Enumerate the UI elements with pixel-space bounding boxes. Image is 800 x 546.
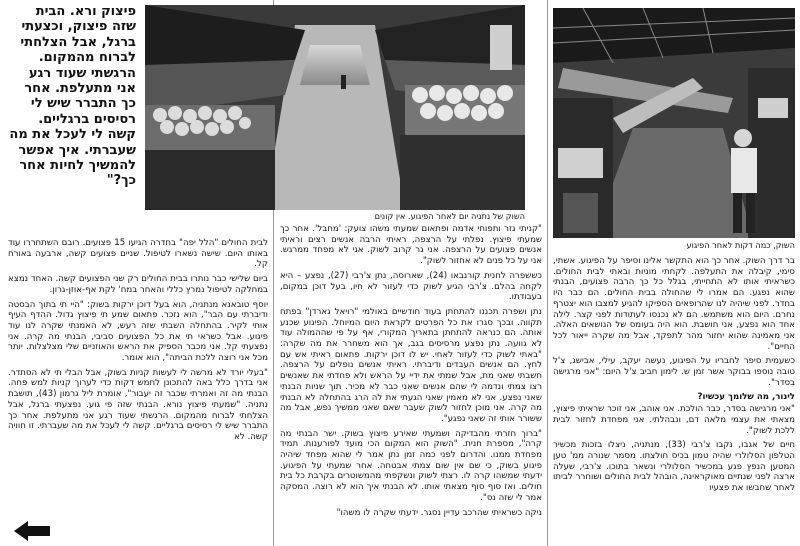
paragraph: "קניתי גזר ותפוחי אדמה ופתאום שמעתי משהו צועק: 'מחבל'. אחר כך שמעתי פיצוץ. נפלתי על הרצפה, ראיתי הרבה אנשים רצים וראיתי אנשים פצועים על הרצפה. אני גר קרוב לשוק. אני לא מפחד ממרגש. אני על כל פנים לא אחזור לשוק". — [280, 224, 542, 267]
market-photo-after-attack — [553, 8, 795, 238]
paragraph: "אני מרגישה בסדר, כבר הולכת. אני אוהב, אני זוכר שראיתי פיצוץ, מצאתי את עצמי מלאה דם, ונבהלתי. אני מפחדת לחזור לבית ללכת לשוק". — [553, 404, 795, 436]
subheading-question: לינור, מה שלומך עכשיו? — [697, 392, 795, 403]
article-column-right — [553, 256, 795, 540]
article-column-center — [280, 224, 542, 540]
pull-quote: פיצוק ורא. הבית שזה פיצוק, וכצעתי ברגל, אבל הצלחתי לברוח מהמקום. הרגשתי שעוד רגע אני מתעלפת. אחר כך התברר שיש לי רסיסים ברגליים. קשה לי לעכל את מה שעברתי. איך אפשר להמשיך לחיות אחר כך?" — [9, 4, 136, 189]
paragraph: "ברוך חזרתי מהבדיקה ושמעתי שאירע פיצוץ בשוק. ישר הבנתי מה קרה", מספרת חנית. "השוק הוא המקום הכי מועד לפורענות. תמיד מפחדת ממנו. והדרום לפני כמה זמן נתן אמר לי שהוא מפחד שיהיה פיגוע בשוק, כי שם אין שום צמתי אבטחה. אחר שמעתי על הפיגוע. ידעתי שמשהו קרה לו. רצתי לשוק ונשקפתי מהמשוטרים בקרבת כל בית חולים. ואז סוף סוף מצאתי אותו. לא הבנתי איך הוא לא רוצה. המסקה אמר לי שזה נס". — [280, 428, 542, 503]
continue-arrow-icon — [14, 521, 50, 541]
paragraph: לבית החולים "הלל יפה" בחדרה הגיעו 15 פצועים. רובם השתחררו עוד באותו היום. שישה נשארו לטיפול. שניים פצועים קשה, ארבעה באורח קל. — [8, 238, 268, 270]
paragraph: כשעמית סיפר לחבריו על הפיגוע, נעשה יעקב, עילי, אבישג, צ'ל טובה נוספו בבוקר אשר זמן ש. לימון חביב צ'ל היום: "אני מרגישה בסדר". — [553, 356, 795, 388]
center-photo-caption: השוק של נתניה יום לאחר הפיגוע. אין קונים — [374, 211, 525, 221]
paragraph: נתן ושפרה תכננו להתחתן בעוד חודשיים באולמי "רויאל גארדן" בפתח תקווה. ובכך סגרו את כל הפרטים לקראת היום המיוחל. הפיגוע שכנע אותה. הם כנראה להתחתן בתאריך המקורי, אף על פי שההמולה עוד לא גוועה. נתן נפצע מרסיסים בגב, אך הוא משחרר את מה שקרה: "באתי לשוק כדי לעזור לאחי. יש לו דוכן ירקות. פתאום ראיתי אש עם לחץ. הם אנשים העבדים ודיברתי. ראיתי אנשים נופלים על הרצפה. חשבתי שאני מת, אבל שמתי את ידיי על הראש ולא פחדתי את שאנשים רצו צמתי ונדמה לי שהם אנשים שאני כבר לא מכיר. תוך שניות הבנתי שאני נפצע. אני לא מאמין שאני הגעתי את לה הרג בהתחלה לא הבנתי מה קרה. אני מוכן לחזור לשוק שעבר שאם שאני ממשיך נפש, אבל מה ששורר אותי זה שאני נפגע". — [280, 306, 542, 424]
right-photo-caption: השוק, כמה דקות לאחר הפיגוע — [686, 240, 795, 250]
paragraph: כששפרה לחנית קורנבאו (24), שארוסה, נתן צ'רבי (27), נפצע – היא לקחה בהלם. צ'רבי הגיע לשוק כדי לעזור לא חיו, בעל דוכן במקום, בעבודתו. — [280, 270, 542, 303]
paragraph: ניקה כשראיתי שהרכב עדיין נסגר. ידעתי שקרה לו משהו" — [336, 507, 542, 518]
paragraph: חיים של אגבו, נקבו צ'רבי (33), מנתניה, ניצלו בזכות מכשיר הטלפון הסלולרי שהיה טמון בכיס חולצתו. מסמר שנורה ממ' טען המטען הנפץ פגע במכשיר הסלולרי ונשאר בתוכו. צ'רבי, שעלה ארצה לפני שנתיים מאוקראינה, הובהל לבית החולים ושוחרר לביתו לאחר שחבשו את פצעיו — [553, 440, 795, 494]
paragraph: "בעלי יורד לא מרשה לי לעשות קניות בשוק, אבל הבלי תי לא הסתדר. אני בדרך כלל באה להתכונן לחמש דקות כדי לערוך קניות למש פחה. הבנתי מה זה ואמרתי שכבר זה יעבור", אומרת ליל גרמון (43), תושבת נתניה. "שמעתי פיצוץ נורא. הבנתי שזה פי גוע. נפצעתי ברגל, אבל הצלחתי לברוח מהמקום. הרגשתי שעוד רגע אני מתעלפת. אחר כך התברר שיש לי רסיסים ברגליים. קשה לי לעכל את מה שעברתי. זו חוויה קשה. לא — [8, 367, 268, 442]
photo-damaged-market-image — [553, 8, 795, 238]
paragraph: יוסף טובאנא מנתניה, הוא בעל דוכן ירקות בשוק: "היי תי בתוך הבסטה ודיברתי עם הבר", הוא נזכר. פתאום שמע תי פיצוץ גדול. ההדף העיף אותי לקיר. בהתחלה השבתי שזה רעש, לא האמנתי שקרה לנו עוד פיגוע. אבל כשראי תי את כל הפצועים סביבי, הבנתי מה קרה. אני נפצעתי קל. אני מכבר הספיק את הראש והאוזניים שלי מצלצלות. יותר מכל אני רוצה ללכת הביתה", הוא אומר. — [8, 299, 268, 364]
column-rule — [547, 0, 548, 546]
article-column-left — [8, 238, 268, 528]
paragraph: ביום שלישי כבר נותרו בבית החולים רק שני הפצועים קשה. האחד נמצא במחלקה לטיפול נמרץ כללי והאחר במח' לקת אף-אוזן-גרון. — [8, 274, 268, 295]
photo-empty-market-image — [145, 5, 525, 210]
paragraph: בר דרך השוק. אחר כך הוא התקשר אלינו וסיפר על הפיגוע. אשתי, סימי, קיבלה את התעלפה. לקחתי מוניות ובאתי לבית החולים. כשראיתי אותו לא התחייתי, בגלל כל כך הרבה פצועים, הבנתי שהוא נפגע. הם אמרו לי שהחולה בבית החולים. הם כבר היו בחדר. לפני שיהיה לנו שהרופאים הספיקו להגיע למצבו הוא יצטרף נחרם. היום הוא משתמש. הם לא נכנסו לעתודות לפני קצר. לילה אחד הוא נפצע, אני חושבת. הוא היה בעומס של הנושאים האלה. אני מאמינה שהוא יחזור מהר לתפקד, אבל מה שקרה ייאור לכל החיים". — [553, 256, 795, 352]
market-photo-empty-stalls — [145, 5, 525, 210]
